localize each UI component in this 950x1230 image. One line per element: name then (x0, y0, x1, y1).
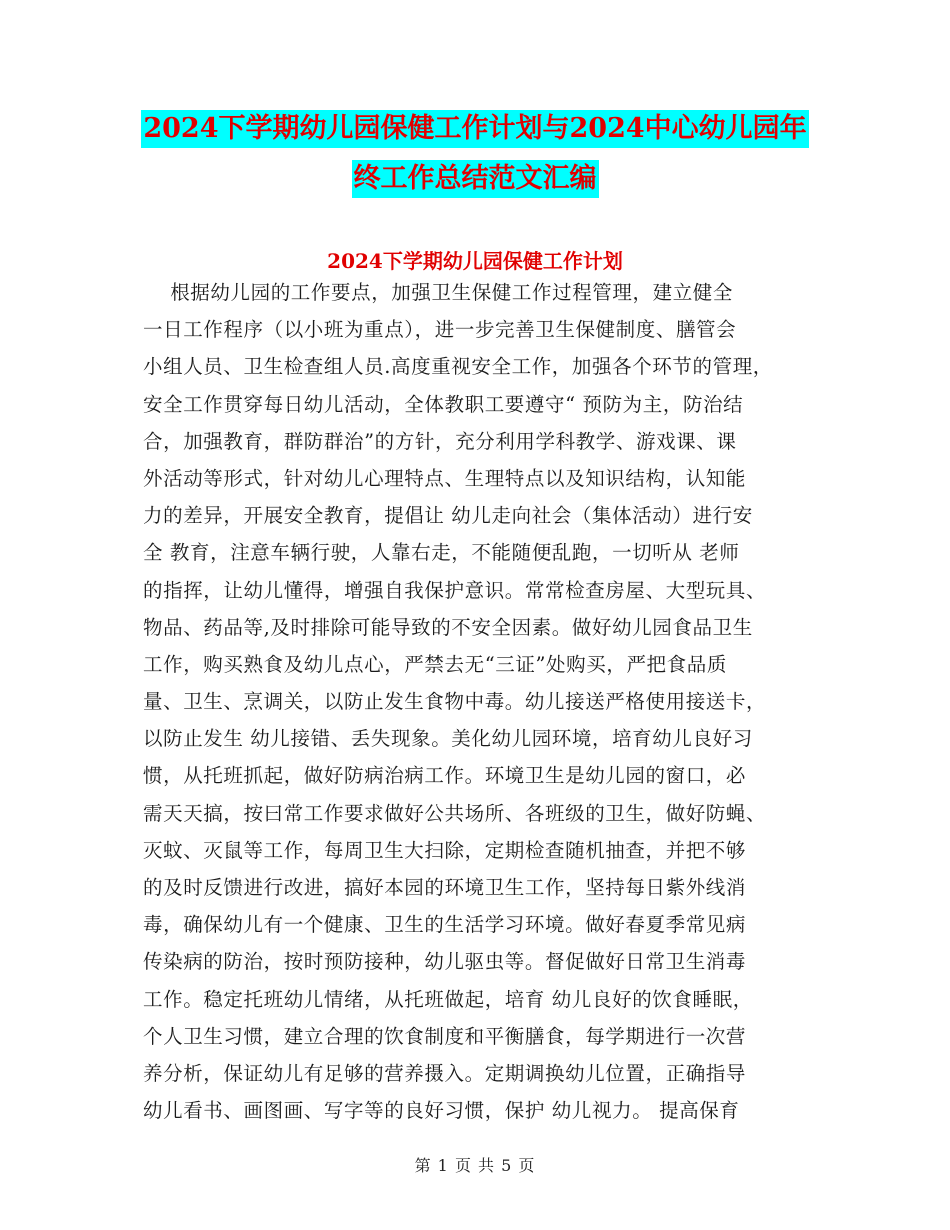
body-line: 物品、药品等,及时排除可能导致的不安全因素。做好幼儿园食品卫生 (143, 615, 753, 639)
body-line: 力的差异，开展安全教育，提倡让 幼儿走向社会（集体活动）进行安 (143, 504, 753, 528)
body-line: 根据幼儿园的工作要点，加强卫生保健工作过程管理，建立健全 (143, 281, 733, 304)
body-line: 的指挥，让幼儿懂得，增强自我保护意识。常常检查房屋、大型玩具、 (143, 578, 767, 602)
body-line: 外活动等形式，针对幼儿心理特点、生理特点以及知识结构，认知能 (143, 466, 747, 490)
body-line: 需天天搞，按曰常工作要求做好公共场所、各班级的卫生，做好防蝇、 (143, 801, 767, 825)
body-line: 养分析，保证幼儿有足够的营养摄入。定期调换幼儿位置，正确指导 (143, 1061, 747, 1085)
body-line: 量、卫生、烹调关，以防止发生食物中毒。幼儿接送严格使用接送卡， (143, 690, 767, 714)
page-footer: 第 1 页 共 5 页 (414, 1156, 536, 1175)
body-line: 毒，确保幼儿有一个健康、卫生的生活学习环境。做好春夏季常见病 (143, 913, 747, 937)
section-title: 2024下学期幼儿园保健工作计划 (327, 249, 623, 273)
title-line-2: 终工作总结范文汇编 (352, 160, 599, 198)
body-line: 工作。稳定托班幼儿情绪，从托班做起，培育 幼儿良好的饮食睡眠， (143, 987, 753, 1011)
body-line: 以防止发生 幼儿接错、丢失现象。美化幼儿园环境，培育幼儿良好习 (143, 727, 753, 751)
body-line: 传染病的防治，按时预防接种，幼儿驱虫等。督促做好日常卫生消毒 (143, 950, 747, 974)
body-line: 的及时反馈进行改进，搞好本园的环境卫生工作，坚持每日紫外线消 (143, 876, 747, 899)
body-line: 小组人员、卫生检查组人员.高度重视安全工作，加强各个环节的管理， (143, 355, 773, 379)
body-line: 全 教育，注意车辆行驶，人靠右走，不能随便乱跑，一切听从 老师 (143, 541, 740, 565)
document-title (0, 110, 950, 210)
body-line: 安全工作贯穿每日幼儿活动，全体教职工要遵守“ 预防为主，防治结 (143, 392, 744, 416)
body-line: 一日工作程序（以小班为重点），进一步完善卫生保健制度、膳管会 (143, 318, 737, 342)
body-line: 惯，从托班抓起，做好防病治病工作。环境卫生是幼儿园的窗口，必 (143, 764, 747, 788)
title-line-1: 2024下学期幼儿园保健工作计划与2024中心幼儿园年 (141, 110, 808, 148)
body-line: 灭蚊、灭鼠等工作，每周卫生大扫除，定期检查随机抽查，并把不够 (143, 838, 747, 862)
body-line: 合，加强教育，群防群治”的方针，充分利用学科教学、游戏课、课 (143, 429, 737, 453)
body-paragraph (143, 274, 805, 1129)
body-line: 幼儿看书、画图画、写字等的良好习惯，保护 幼儿视力。 提高保育 (143, 1099, 740, 1123)
body-line: 工作，购买熟食及幼儿点心，严禁去无“三证”处购买，严把食品质 (143, 652, 727, 676)
body-line: 个人卫生习惯，建立合理的饮食制度和平衡膳食，每学期进行一次营 (143, 1024, 747, 1048)
